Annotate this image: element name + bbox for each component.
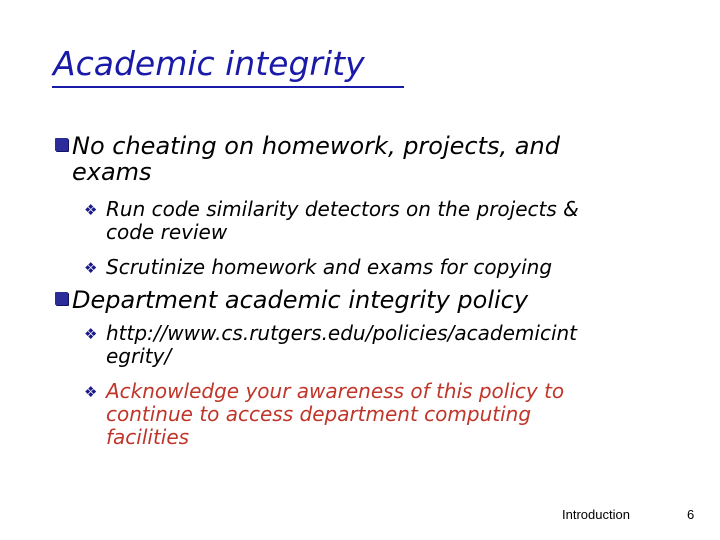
sub-bullet-policy-url	[84, 322, 644, 368]
diamond-bullet-icon: ❖	[84, 325, 98, 343]
policy-url-link: http://www.cs.rutgers.edu/policies/academicint	[106, 321, 578, 345]
diamond-bullet-icon: ❖	[84, 259, 98, 277]
bullet-item-policy	[55, 287, 655, 313]
square-bullet-icon	[55, 138, 68, 151]
footer-section-label: Introduction	[562, 507, 630, 522]
policy-url-link-continued: egrity/	[106, 344, 172, 368]
sub-bullet-acknowledge	[84, 380, 644, 449]
page-number: 6	[687, 507, 695, 522]
diamond-bullet-icon: ❖	[84, 201, 98, 219]
sub-bullet-text-continued: continue to access department computing	[106, 402, 532, 426]
sub-bullet-text: Acknowledge your awareness of this policy to	[106, 379, 565, 403]
sub-bullet-similarity	[84, 198, 644, 244]
bullet-text: Department academic integrity policy	[72, 286, 529, 314]
bullet-text: No cheating on homework, projects, and	[72, 132, 560, 160]
title-underline	[52, 86, 404, 88]
sub-bullet-text: Run code similarity detectors on the projects &	[106, 197, 579, 221]
diamond-bullet-icon: ❖	[84, 383, 98, 401]
bullet-item-cheating	[55, 133, 655, 185]
sub-bullet-text-continued: facilities	[106, 425, 190, 449]
sub-bullet-text-continued: code review	[106, 220, 228, 244]
slide-title: Academic integrity	[53, 44, 365, 83]
sub-bullet-scrutinize	[84, 256, 644, 279]
square-bullet-icon	[55, 292, 68, 305]
bullet-text-continued: exams	[72, 158, 152, 186]
sub-bullet-text: Scrutinize homework and exams for copying	[106, 255, 553, 279]
